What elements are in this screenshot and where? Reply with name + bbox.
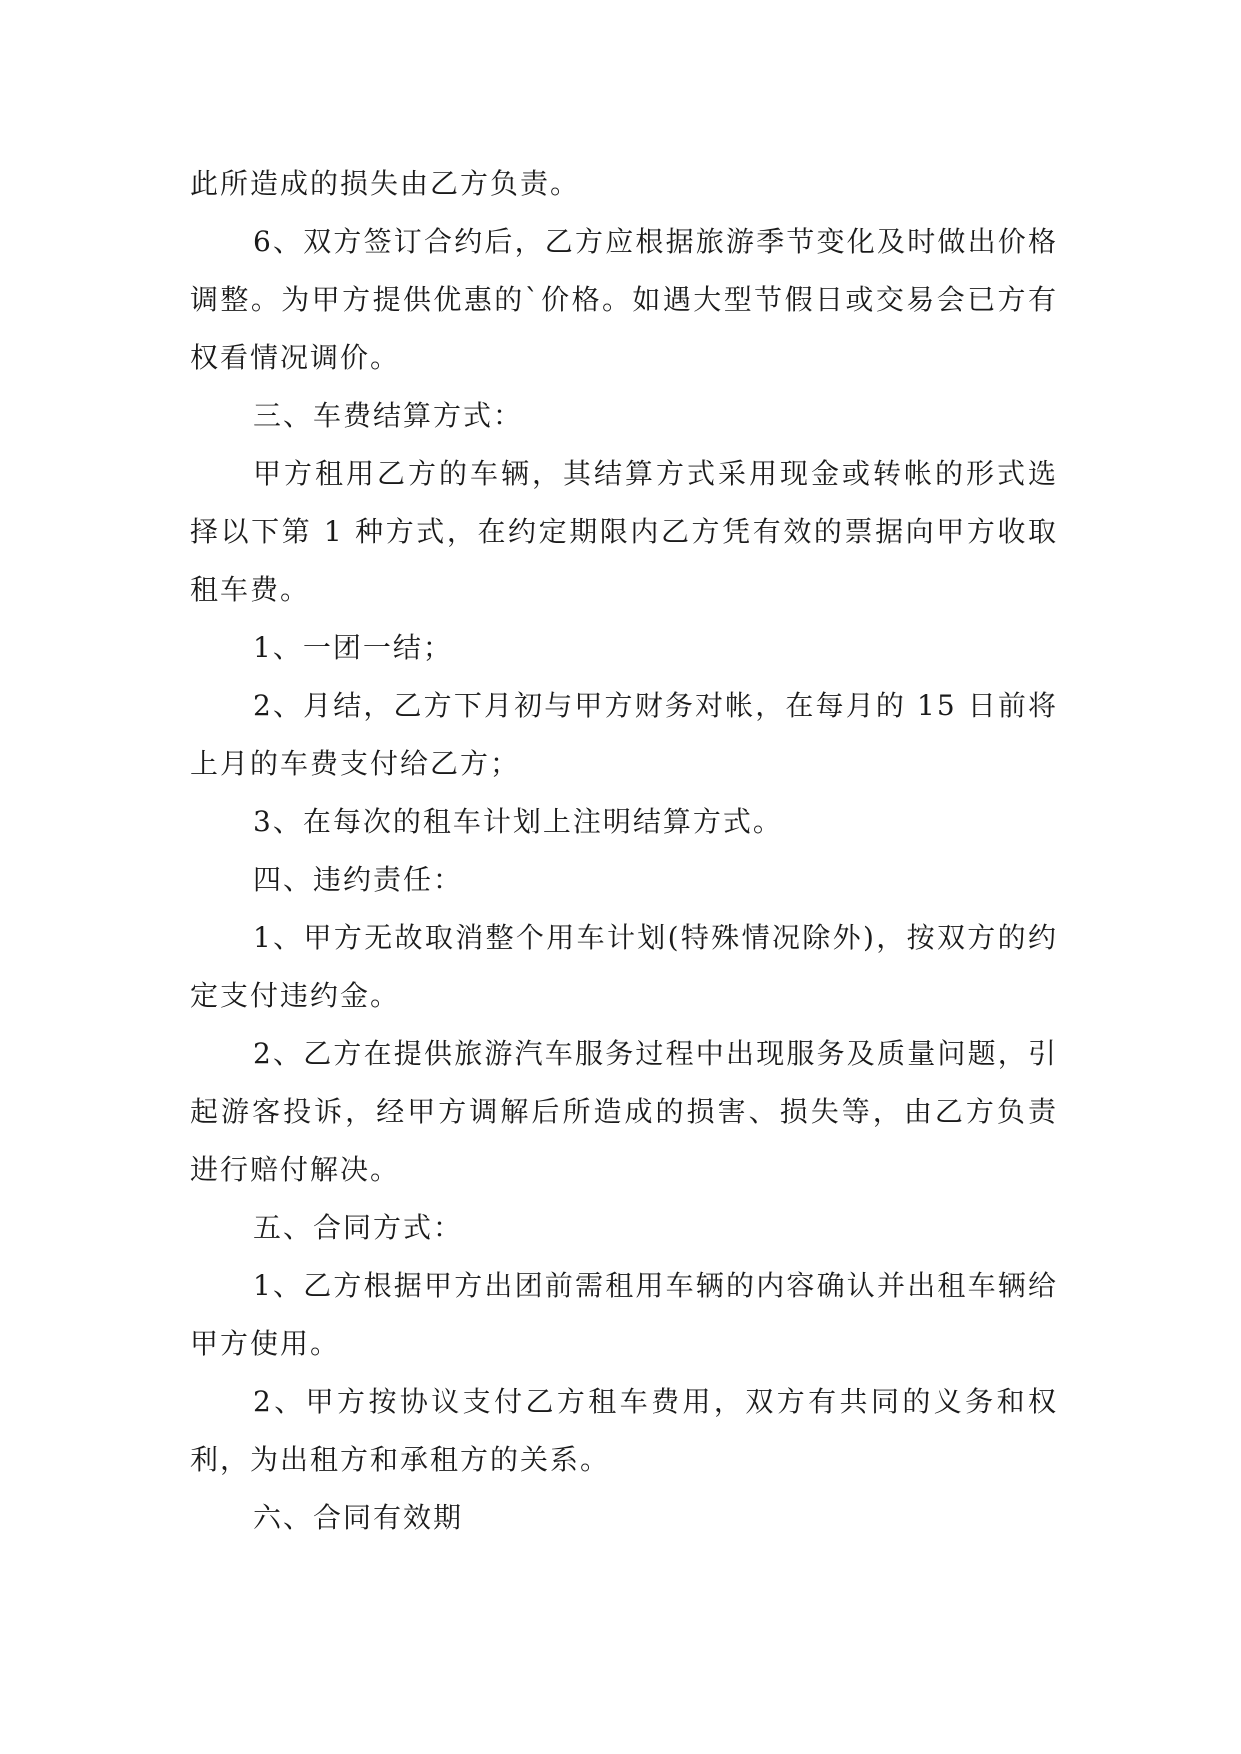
liability-item-2: 2、乙方在提供旅游汽车服务过程中出现服务及质量问题，引起游客投诉，经甲方调解后所造成的损害、损失等，由乙方负责进行赔付解决。	[190, 1037, 1058, 1186]
section-heading-settlement: 三、车费结算方式：	[253, 399, 524, 432]
settlement-paragraph: 甲方租用乙方的车辆，其结算方式采用现金或转帐的形式选择以下第 1 种方式，在约定期限内乙方凭有效的票据向甲方收取租车费。	[190, 457, 1058, 606]
section-heading-validity: 六、合同有效期	[253, 1501, 464, 1534]
paragraph-continuation: 此所造成的损失由乙方负责。	[190, 167, 581, 200]
liability-item-1: 1、甲方无故取消整个用车计划(特殊情况除外)，按双方的约定支付违约金。	[190, 921, 1058, 1012]
contract-method-item-1: 1、乙方根据甲方出团前需租用车辆的内容确认并出租车辆给甲方使用。	[190, 1269, 1058, 1360]
section-heading-contract-method: 五、合同方式：	[253, 1211, 464, 1244]
clause-6: 6、双方签订合约后，乙方应根据旅游季节变化及时做出价格调整。为甲方提供优惠的`价格。如遇大型节假日或交易会已方有权看情况调价。	[190, 225, 1058, 374]
settlement-item-1: 1、一团一结；	[253, 631, 453, 664]
section-heading-liability: 四、违约责任：	[253, 863, 464, 896]
contract-method-item-2: 2、甲方按协议支付乙方租车费用，双方有共同的义务和权利，为出租方和承租方的关系。	[190, 1385, 1058, 1476]
document-body	[190, 155, 1058, 1547]
settlement-item-2: 2、月结，乙方下月初与甲方财务对帐，在每月的 15 日前将上月的车费支付给乙方；	[190, 689, 1058, 780]
settlement-item-3: 3、在每次的租车计划上注明结算方式。	[253, 805, 783, 838]
